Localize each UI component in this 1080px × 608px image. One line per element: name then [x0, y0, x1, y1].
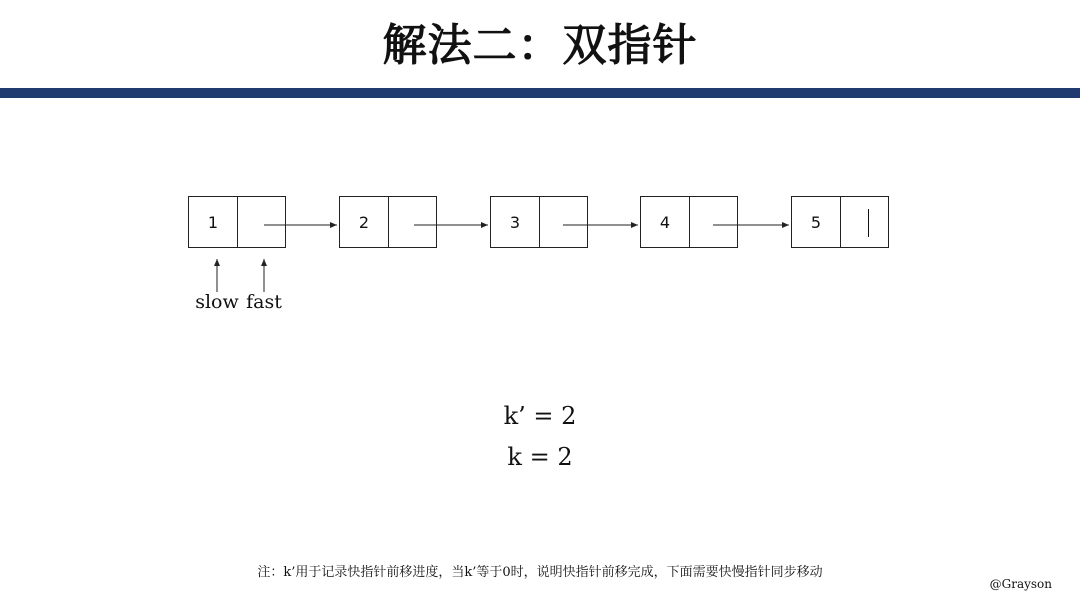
- slow-pointer-label: slow: [195, 291, 239, 313]
- k-prime-formula: k’ = 2: [503, 402, 577, 430]
- node-value: 1: [189, 197, 238, 247]
- author-watermark: @Grayson: [989, 577, 1052, 591]
- slide-title: 解法二：双指针: [382, 20, 698, 71]
- k-formula: k = 2: [507, 443, 573, 471]
- footnote: 注：k’用于记录快指针前移进度，当k’等于0时，说明快指针前移完成，下面需要快慢指针同步移动: [257, 565, 823, 580]
- node-value: 2: [340, 197, 389, 247]
- node-value: 4: [641, 197, 690, 247]
- node-value: 3: [491, 197, 540, 247]
- fast-pointer-label: fast: [246, 291, 282, 313]
- node-value: 5: [792, 197, 841, 247]
